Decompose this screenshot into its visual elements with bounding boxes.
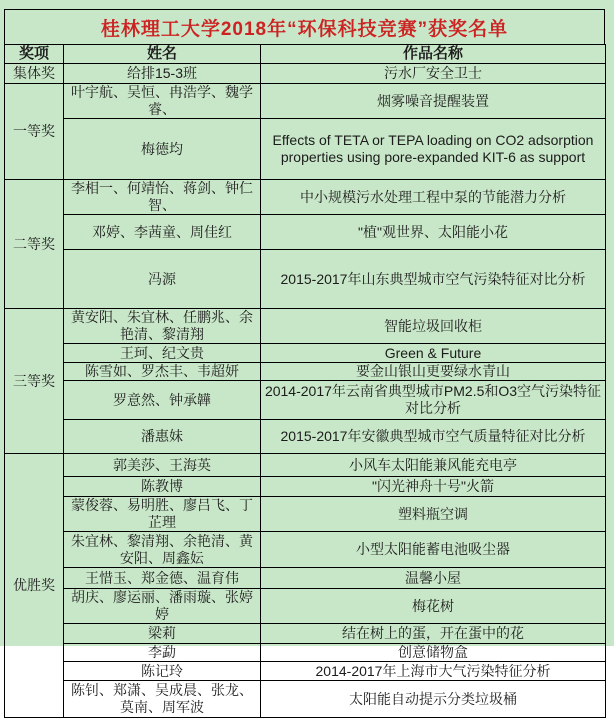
work-cell: 梅花树 <box>261 589 606 624</box>
work-cell: 小型太阳能蓄电池吸尘器 <box>261 532 606 568</box>
work-cell: 要金山银山更要绿水青山 <box>261 363 606 381</box>
table-row <box>5 644 606 662</box>
names-cell: 胡庆、廖运丽、潘雨璇、张婷婷 <box>64 589 261 624</box>
names-cell: 邓婷、李茜童、周佳红 <box>64 215 261 250</box>
names-cell: 李相一、何靖怡、蒋剑、钟仁智、 <box>64 180 261 215</box>
award-cell: 二等奖 <box>5 180 64 309</box>
work-cell: 污水厂安全卫士 <box>261 64 606 84</box>
work-cell: Green & Future <box>261 344 606 363</box>
awards-table <box>4 44 606 718</box>
table-row <box>5 84 606 119</box>
table-row <box>5 250 606 309</box>
table-row <box>5 681 606 718</box>
work-cell: 2015-2017年山东典型城市空气污染特征对比分析 <box>261 250 606 309</box>
table-row <box>5 381 606 420</box>
table-row <box>5 119 606 180</box>
work-cell: 2014-2017年云南省典型城市PM2.5和O3空气污染特征对比分析 <box>261 381 606 420</box>
work-cell: "闪光神舟十号"火箭 <box>261 477 606 497</box>
work-cell: 烟雾噪音提醒装置 <box>261 84 606 119</box>
award-cell: 三等奖 <box>5 309 64 454</box>
award-cell: 优胜奖 <box>5 454 64 718</box>
work-cell: 结在树上的蛋，开在蛋中的花 <box>261 624 606 644</box>
header-names: 姓名 <box>64 45 261 64</box>
names-cell: 王珂、纪文贵 <box>64 344 261 363</box>
table-row <box>5 477 606 497</box>
header-row <box>5 45 606 64</box>
table-row <box>5 344 606 363</box>
table-row <box>5 64 606 84</box>
names-cell: 陈雪如、罗杰丰、韦超妍 <box>64 363 261 381</box>
award-cell: 一等奖 <box>5 84 64 180</box>
table-row <box>5 589 606 624</box>
header-award: 奖项 <box>5 45 64 64</box>
names-cell: 陈记玲 <box>64 662 261 681</box>
work-cell: 2014-2017年上海市大气污染特征分析 <box>261 662 606 681</box>
names-cell: 冯源 <box>64 250 261 309</box>
names-cell: 梁莉 <box>64 624 261 644</box>
table-row <box>5 215 606 250</box>
names-cell: 潘惠妹 <box>64 420 261 454</box>
work-cell: 2015-2017年安徽典型城市空气质量特征对比分析 <box>261 420 606 454</box>
award-cell: 集体奖 <box>5 64 64 84</box>
names-cell: 罗意然、钟承韡 <box>64 381 261 420</box>
names-cell: 给排15-3班 <box>64 64 261 84</box>
names-cell: 王惜玉、郑金德、温育伟 <box>64 568 261 589</box>
work-cell: "植"观世界、太阳能小花 <box>261 215 606 250</box>
table-row <box>5 454 606 477</box>
work-cell: 太阳能自动提示分类垃圾桶 <box>261 681 606 718</box>
table-row <box>5 309 606 344</box>
names-cell: 朱宜林、黎清翔、余艳清、黄安阳、周鑫妘 <box>64 532 261 568</box>
table-row <box>5 532 606 568</box>
names-cell: 陈教博 <box>64 477 261 497</box>
work-cell: Effects of TETA or TEPA loading on CO2 adsorption properties using pore-expanded KIT-6 as support <box>261 119 606 180</box>
table-row <box>5 180 606 215</box>
table-row <box>5 420 606 454</box>
work-cell: 塑料瓶空调 <box>261 497 606 532</box>
table-row <box>5 363 606 381</box>
work-cell: 智能垃圾回收柜 <box>261 309 606 344</box>
table-row <box>5 568 606 589</box>
work-cell: 中小规模污水处理工程中泵的节能潜力分析 <box>261 180 606 215</box>
work-cell: 小风车太阳能兼风能充电亭 <box>261 454 606 477</box>
names-cell: 梅德均 <box>64 119 261 180</box>
header-work: 作品名称 <box>261 45 606 64</box>
table-row <box>5 624 606 644</box>
work-cell: 温馨小屋 <box>261 568 606 589</box>
names-cell: 陈钊、郑潇、吴成晨、张龙、莫南、周军波 <box>64 681 261 718</box>
names-cell: 蒙俊蓉、易明胜、廖吕飞、丁芷理 <box>64 497 261 532</box>
table-row <box>5 662 606 681</box>
page-title: 桂林理工大学2018年“环保科技竞赛”获奖名单 <box>4 9 605 45</box>
table-row <box>5 497 606 532</box>
names-cell: 郭美莎、王海英 <box>64 454 261 477</box>
work-cell: 创意储物盒 <box>261 644 606 662</box>
names-cell: 黄安阳、朱宜林、任鹏兆、余艳清、黎清翔 <box>64 309 261 344</box>
names-cell: 李勐 <box>64 644 261 662</box>
names-cell: 叶宇航、吴恒、冉浩学、魏学睿、 <box>64 84 261 119</box>
